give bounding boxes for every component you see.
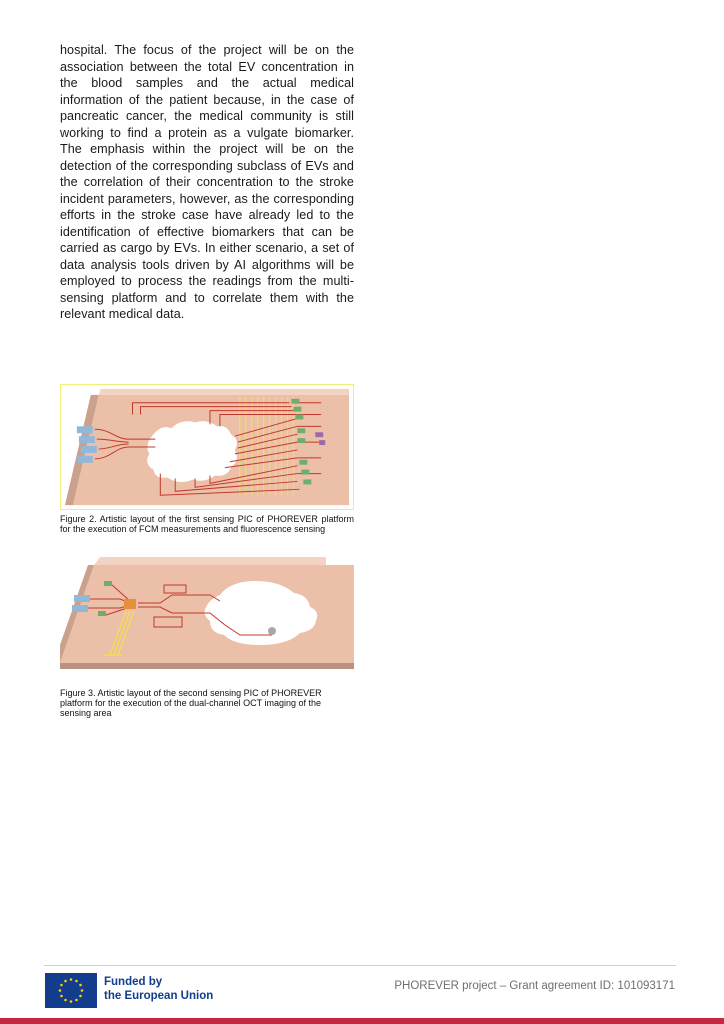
- figure-2-caption: Figure 2. Artistic layout of the first sensing PIC of PHOREVER platform for the execution of FCM measurements and fluorescence sensing: [60, 514, 354, 534]
- european-union-line: the European Union: [104, 990, 214, 1002]
- grant-agreement-text: PHOREVER project – Grant agreement ID: 101093171: [394, 980, 675, 992]
- figure-3-caption: Figure 3. Artistic layout of the second sensing PIC of PHOREVER platform for the execution of the dual-channel OCT imaging of the sensing area: [60, 688, 322, 718]
- eu-funding-label: [104, 975, 213, 1003]
- footer-accent-bar: [0, 1018, 724, 1024]
- figure-2-image: [60, 384, 354, 510]
- body-paragraph: hospital. The focus of the project will be on the association between the total EV concentration in the blood samples and the actual medical information of the patient because, in the case of pancreatic cancer, the medical community is still working to find a protein as a vulgate biomarker. The emphasis within the project will be on the detection of the corresponding subclass of EVs and the correlation of their concentration to the stroke incident parameters, however, as the corresponding efforts in the stroke case have already led to the identification of effective biomarkers that can be carried as cargo by EVs. In either scenario, a set of data analysis tools driven by AI algorithms will be employed to process the readings from the multi-sensing platform and to correlate them with the relevant medical data.: [60, 43, 354, 321]
- figure-3-image: [60, 555, 354, 673]
- funded-by-line: Funded by: [104, 976, 163, 988]
- eu-flag-icon: [45, 973, 97, 1008]
- footer-divider: [44, 965, 676, 966]
